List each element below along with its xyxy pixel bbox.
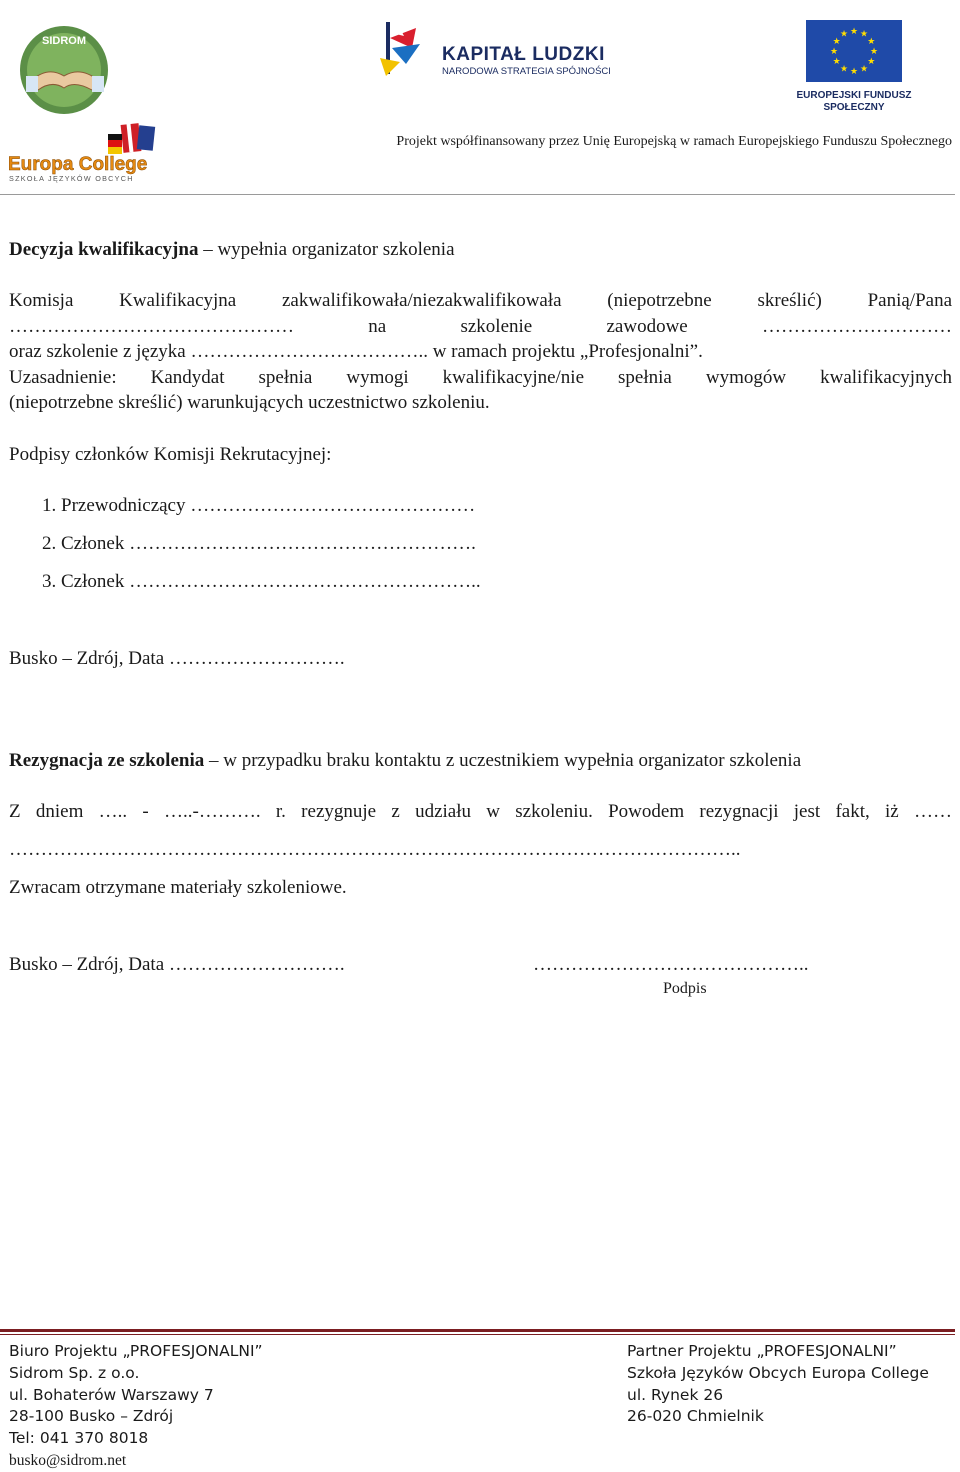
footer-project-office [9, 1341, 263, 1472]
footer-right-line-2: Szkoła Języków Obcych Europa College [627, 1363, 929, 1382]
eu-star-icon: ★ [849, 26, 859, 36]
footer-left-line-4: 28-100 Busko – Zdrój [9, 1407, 174, 1426]
eu-name-line-3: SPOŁECZNY [823, 102, 885, 113]
eu-star-icon: ★ [832, 36, 841, 46]
footer-right-line-1: Partner Projektu „PROFESJONALNI” [627, 1342, 897, 1360]
header-divider [0, 194, 955, 195]
resignation-place-date: Busko – Zdrój, Data ………………………. [9, 954, 345, 975]
member-chair: 1. Przewodniczący ……………………………………… [42, 495, 476, 516]
footer-left-line-1: Biuro Projektu „PROFESJONALNI” [9, 1342, 263, 1360]
footer-right-line-3: ul. Rynek 26 [627, 1385, 724, 1404]
decision-title: Decyzja kwalifikacyjna [9, 239, 199, 260]
resignation-title-rest: – w przypadku braku kontaktu z uczestnikiem wypełnia organizator szkolenia [204, 750, 802, 771]
eu-star-icon: ★ [839, 28, 849, 39]
decision-line-2: ……………………………………… na szkolenie zawodowe ………………………… [9, 316, 952, 337]
footer-left-line-2: Sidrom Sp. z o.o. [9, 1363, 140, 1382]
resignation-line-3: Zwracam otrzymane materiały szkoleniowe. [9, 877, 347, 898]
europa-college-logo [6, 118, 162, 184]
sidrom-logo [8, 18, 158, 118]
decision-line-4: Uzasadnienie: Kandydat spełnia wymogi kwalifikacyjne/nie spełnia wymogów kwalifikacyjnych [9, 367, 952, 388]
eu-star-icon: ★ [867, 56, 876, 66]
decision-line-5: (niepotrzebne skreślić) warunkujących uczestnictwo szkoleniu. [9, 392, 490, 413]
eu-flag-logo [792, 18, 940, 118]
flags-icon [108, 122, 155, 154]
member-3: 3. Członek ……………………………………………….. [42, 571, 481, 592]
footer-left-line-5: Tel: 041 370 8018 [9, 1429, 149, 1448]
signature-line: …………………………………….. [533, 954, 809, 975]
resignation-line-1: Z dniem ….. - …..-………. r. rezygnuje z udziału w szkoleniu. Powodem rezygnacji jest fakt, iż …… [9, 801, 952, 822]
resignation-line-2: …………………………………………………………………………………………………….. [9, 839, 741, 860]
cofinance-note: Projekt współfinansowany przez Unię Europejską w ramach Europejskiego Funduszu Społecznego [396, 134, 952, 149]
europa-college-text: Europa College [8, 154, 148, 175]
eu-star-icon: ★ [832, 56, 841, 66]
footer-right-line-4: 26-020 Chmielnik [627, 1407, 764, 1426]
kapital-ludzki-title: KAPITAŁ LUDZKI [442, 44, 605, 65]
member-2: 2. Członek ………………………………………………. [42, 533, 476, 554]
eu-star-icon: ★ [869, 46, 879, 56]
eu-star-icon: ★ [849, 66, 859, 76]
resignation-heading [9, 750, 801, 772]
footer-left-line-3: ul. Bohaterów Warszawy 7 [9, 1385, 214, 1404]
footer-divider [0, 1329, 955, 1332]
footer-divider-thin [0, 1334, 955, 1335]
decision-heading [9, 239, 455, 261]
eu-star-icon: ★ [859, 63, 869, 74]
resignation-title: Rezygnacja ze szkolenia [9, 750, 205, 771]
eu-star-icon: ★ [859, 28, 869, 39]
eu-star-icon: ★ [867, 36, 876, 46]
footer-project-partner [627, 1341, 929, 1428]
signature-label: Podpis [663, 980, 707, 997]
kapital-ludzki-logo [376, 18, 616, 98]
sidrom-logo-text: SIDROM [42, 35, 86, 47]
eu-name-line-2: EUROPEJSKI FUNDUSZ [796, 90, 912, 101]
eu-star-icon: ★ [829, 46, 839, 56]
footer-email-link[interactable]: busko@sidrom.net [9, 1451, 127, 1469]
kapital-ludzki-subtitle: NARODOWA STRATEGIA SPÓJNOŚCI [442, 66, 611, 77]
signatures-label: Podpisy członków Komisji Rekrutacyjnej: [9, 444, 332, 465]
europa-college-sub: SZKOŁA JĘZYKÓW OBCYCH [9, 174, 134, 183]
decision-place-date: Busko – Zdrój, Data ………………………. [9, 648, 345, 669]
decision-line-1: Komisja Kwalifikacyjna zakwalifikowała/niezakwalifikowała (niepotrzebne skreślić) Panią/Pana [9, 290, 952, 311]
decision-line-3: oraz szkolenie z języka ……………………………….. w ramach projektu „Profesjonalni”. [9, 341, 703, 362]
decision-title-rest: – wypełnia organizator szkolenia [198, 239, 455, 260]
eu-star-icon: ★ [839, 63, 849, 74]
